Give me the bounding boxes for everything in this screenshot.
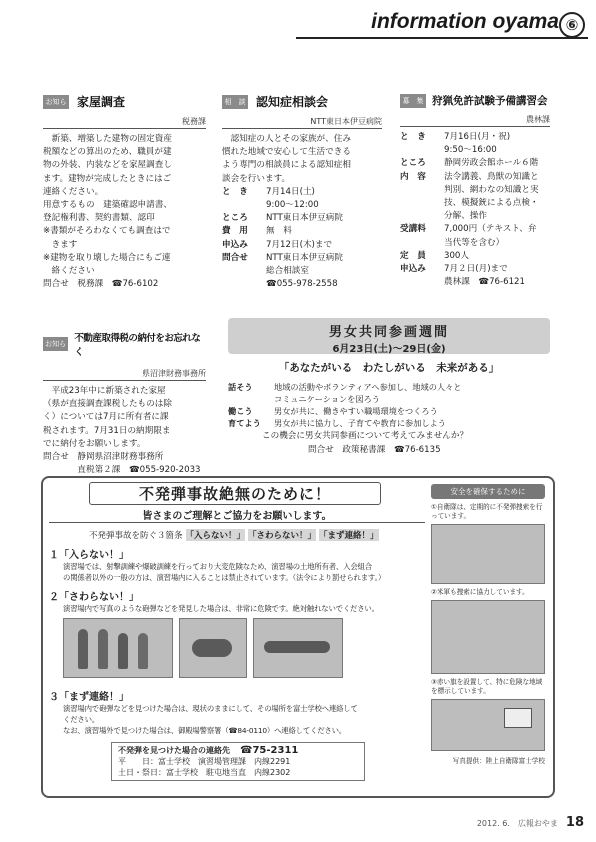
detail-key: [222, 265, 266, 278]
gender-item: [228, 393, 550, 405]
article-tag: お知らせ: [43, 337, 68, 351]
detail-row: [400, 131, 550, 144]
detail-key: ところ: [400, 158, 426, 169]
article-dept: 税務課: [43, 116, 206, 129]
detail-key: 定 員: [400, 250, 426, 261]
detail-row: [222, 225, 382, 238]
detail-value: 7,000円（テキスト、弁: [444, 224, 537, 235]
article-body: [43, 385, 206, 477]
detail-row: [400, 237, 550, 250]
gender-items: [228, 381, 550, 429]
section-2-text: 演習場内で写真のような砲弾などを発見した場合は、非常に危険です。絶対触れないでください。: [63, 604, 379, 613]
text-line: ます。建物が完成したときにはご: [43, 173, 172, 184]
detail-key: と き: [400, 132, 426, 142]
text-line: 用意するもの 建築確認申請書、: [43, 200, 172, 211]
text-line: 物の外装、内装などを家屋調査し: [43, 160, 172, 171]
detail-row: [222, 212, 382, 225]
section-1-text: [63, 561, 425, 583]
contact-title: 不発弾を見つけた場合の連絡先: [118, 746, 230, 755]
text-line: よう専門の相談員による認知症相: [222, 160, 351, 171]
detail-value: 9:00～12:00: [266, 200, 319, 211]
detail-row: [400, 210, 550, 223]
gender-item: [228, 417, 550, 429]
ordnance-photo-shells: [63, 618, 173, 678]
article-title: 不動産取得税の納付をお忘れなく: [74, 333, 201, 358]
contact-box: [111, 742, 365, 781]
contact-title-row: [118, 745, 358, 756]
detail-row: [400, 223, 550, 236]
detail-row: [400, 171, 550, 184]
text-line: 登記権利書、契約書類、認印: [43, 213, 155, 224]
gender-item: [228, 405, 550, 417]
detail-value: 静岡労政会館ホール６階: [444, 158, 539, 169]
detail-key: 申込み: [222, 239, 248, 250]
article-dept: NTT東日本伊豆病院: [222, 116, 382, 129]
section-1-line: の関係者以外の一般の方は、演習場内に入ることは禁止されています。（法令により罰せられます。）: [63, 573, 386, 582]
detail-key: ところ: [222, 213, 248, 224]
text-line: 談会を行います。: [222, 173, 291, 184]
shell-icon: [118, 633, 128, 669]
text-line: 平成23年中に新築された家屋: [43, 386, 166, 396]
section-3-line: ください。: [63, 715, 99, 724]
detail-key: [400, 210, 444, 223]
detail-row: [222, 199, 382, 212]
section-3-line: 演習場内で砲弾などを見つけた場合は、現状のままにして、その場所を富士学校へ連絡して: [63, 704, 358, 713]
text-line: 税されます。7月31日の納期限ま: [43, 425, 171, 436]
detail-key: [222, 199, 266, 212]
section-3-head: ３「まず連絡！」: [49, 692, 129, 703]
text-line: でに納付をお願いします。: [43, 438, 146, 449]
text-line: きます: [43, 239, 78, 250]
text-line: 絡ください: [43, 266, 95, 277]
text-line: （県が直接調査課税したものは除: [43, 399, 172, 410]
gender-contact: 問合せ 政策秘書課 ☎76-6135: [308, 445, 441, 455]
article-title: 家屋調査: [77, 95, 126, 109]
article-tag: 相 談: [222, 95, 248, 109]
side-photo-search: [431, 524, 545, 584]
detail-key: 費 用: [222, 226, 248, 237]
detail-value: 総合相談室: [266, 266, 309, 277]
text-line: 新築、増築した建物の固定資産: [43, 134, 172, 144]
detail-row: [400, 197, 550, 210]
mortar-icon: [192, 639, 232, 657]
section-1-line: 演習場では、射撃訓練や爆破訓練を行っており大変危険なため、演習場の土地所有者、入会組合: [63, 562, 372, 571]
gender-item: [228, 381, 550, 393]
detail-key: と き: [222, 186, 248, 197]
ordnance-rules: [89, 529, 425, 541]
page-header: [300, 10, 585, 38]
gender-item-text: 地域の活動やボランティアへ参加し、地域の人々と: [274, 382, 462, 392]
rocket-icon: [264, 641, 330, 653]
gender-closing: この機会に男女共同参画について考えてみませんか？: [262, 431, 469, 441]
detail-value: 判別、網わなの知識と実: [444, 184, 539, 195]
header-rule: [296, 37, 588, 39]
section-3-text: [63, 703, 425, 736]
ordnance-photo-mortar: [179, 618, 247, 678]
detail-row: [222, 239, 382, 252]
detail-row: [400, 276, 550, 289]
detail-row: [400, 250, 550, 263]
ordnance-title-banner: [89, 482, 381, 505]
article-house-survey: [43, 93, 206, 291]
gender-header: [228, 318, 550, 354]
detail-key: 問合せ: [222, 252, 248, 263]
article-dept: 県沼津財務事務所: [43, 368, 206, 381]
detail-row: [400, 263, 550, 276]
side-caption-3: ③赤い旗を設置して、特に危険な地域を標示しています。: [431, 678, 543, 695]
rules-prefix: 不発弾事故を防ぐ３箇条: [89, 531, 183, 541]
detail-row: [400, 144, 550, 157]
shell-icon: [138, 633, 148, 669]
ordnance-photo-rocket: [253, 618, 343, 678]
page-number: 18: [565, 815, 584, 830]
article-title: 認知症相談会: [256, 95, 329, 109]
article-dementia: [222, 93, 382, 291]
detail-value: 7月２日(月)まで: [444, 264, 508, 275]
article-details: [222, 186, 382, 292]
side-photo-usarmy: [431, 600, 545, 674]
gender-item-text: 男女が共に、働きやすい職場環境をつくろう: [274, 406, 438, 416]
article-tag: 募 集: [400, 94, 426, 108]
detail-row: [400, 184, 550, 197]
detail-key: [400, 276, 444, 289]
article-details: [400, 131, 550, 289]
detail-row: [222, 186, 382, 199]
contact-phone: ☎75-2311: [240, 745, 299, 756]
detail-key: 内 容: [400, 171, 426, 182]
ordnance-photos: [63, 618, 425, 678]
detail-row: [400, 157, 550, 170]
text-line: ※書類がそろわなくても調査はで: [43, 226, 171, 237]
section-1-head: １「入らない！」: [49, 550, 129, 561]
detail-value: 技、模擬銃による点検・: [444, 198, 539, 209]
detail-row: [222, 252, 382, 265]
gender-item-key: 育てよう: [228, 418, 261, 428]
photo-credit: 写真提供：陸上自衛隊富士学校: [452, 757, 545, 765]
gender-item-text: コミュニケーションを図ろう: [274, 394, 380, 404]
gender-item-key: 話そう: [228, 382, 253, 392]
header-title: information oyama: [371, 10, 559, 33]
detail-value: 無 料: [266, 226, 292, 237]
detail-value: 7月16日(月・祝): [444, 132, 511, 142]
detail-key: 申込み: [400, 264, 426, 275]
gender-slogan: 「あなたがいる わたしがいる 未来がある」: [278, 362, 500, 374]
detail-value: 当代等を含む）: [444, 237, 505, 248]
gender-title: 男女共同参画週間: [328, 325, 449, 340]
section-2-head: ２「さわらない！」: [49, 592, 139, 603]
gender-item-text: 男女が共に協力し、子育てや教育に参加しよう: [274, 418, 446, 428]
gender-item-key: 働こう: [228, 406, 253, 416]
text-line: 問合せ 静岡県沼津財務事務所: [43, 452, 164, 463]
text-line: 直税第２課 ☎055-920-2033: [43, 465, 201, 476]
detail-key: [400, 237, 444, 250]
article-dept: 農林課: [400, 114, 550, 127]
ordnance-main: [49, 482, 425, 781]
text-line: 慣れた地域で安心して生活できる: [222, 147, 351, 158]
side-caption-1: ①自衛隊は、定期的に不発弾捜索を行っています。: [431, 503, 543, 520]
detail-value: 農林課 ☎76-6121: [444, 277, 525, 288]
section-3-line: なお、演習場外で見つけた場合は、御殿場警察署（☎84-0110）へ連絡してください。: [63, 726, 346, 735]
text-line: ※建物を取り壊した場合にもご連: [43, 252, 171, 263]
ordnance-subtitle: 皆さまのご理解とご協力をお願いします。: [49, 507, 425, 523]
header-number: ⑥: [559, 12, 585, 38]
side-head: 安全を確保するために: [431, 484, 545, 499]
rule-1: 「入らない！」: [185, 531, 246, 541]
detail-value: NTT東日本伊豆病院: [266, 252, 343, 263]
side-photo-flags: [431, 699, 545, 751]
rule-3: 「まず連絡！」: [319, 531, 379, 541]
detail-key: [400, 144, 444, 157]
detail-key: [400, 197, 444, 210]
contact-line-weekday: 平 日：富士学校 演習場管理課 内線2291: [118, 757, 291, 766]
detail-value: ☎055-978-2558: [266, 279, 338, 290]
side-caption-2: ②米軍も捜索に協力しています。: [431, 588, 529, 596]
detail-row: [222, 265, 382, 278]
ordnance-side: [431, 484, 545, 765]
shell-icon: [98, 629, 108, 669]
ordnance-title: 不発弾事故絶無のために！: [138, 485, 331, 503]
footer-issue: 2012. 6. 広報おやま: [476, 819, 558, 828]
rule-2: 「さわらない！」: [248, 531, 317, 541]
page-footer: [477, 815, 584, 830]
shell-icon: [78, 629, 88, 669]
detail-value: 7月12日(木)まで: [266, 239, 333, 250]
detail-row: [222, 278, 382, 291]
warning-sign-icon: [504, 708, 532, 728]
text-line: 認知症の人とその家族が、住み: [222, 134, 351, 144]
article-property-tax: [43, 330, 206, 477]
text-line: 問合せ 税務課 ☎76-6102: [43, 279, 159, 290]
detail-value: 9:50～16:00: [444, 145, 497, 156]
article-title: 狩猟免許試験予備講習会: [432, 95, 548, 107]
detail-key: 受講料: [400, 224, 426, 235]
detail-key: [400, 184, 444, 197]
article-tag: お知らせ: [43, 95, 69, 109]
detail-value: 法令講義、鳥獣の知識と: [444, 171, 539, 182]
detail-key: [222, 278, 266, 291]
contact-line-weekend: 土日・祭日：富士学校 駐屯地当直 内線2302: [118, 768, 291, 777]
detail-value: 7月14日(土): [266, 186, 315, 197]
detail-value: 300人: [444, 250, 469, 261]
text-line: 税額などの算出のため、職員が建: [43, 147, 172, 158]
article-body: [43, 133, 206, 291]
ordnance-box: [41, 476, 555, 798]
detail-value: 分解、操作: [444, 211, 487, 222]
text-line: 連絡ください。: [43, 186, 104, 197]
article-body: [222, 133, 382, 186]
detail-value: NTT東日本伊豆病院: [266, 213, 343, 224]
text-line: く）については7月に所有者に課: [43, 412, 169, 423]
gender-equality-box: [228, 318, 550, 468]
article-hunting: [400, 93, 550, 289]
gender-item-key: [228, 393, 274, 405]
gender-dates: 6月23日(土)～29日(金): [332, 344, 446, 355]
